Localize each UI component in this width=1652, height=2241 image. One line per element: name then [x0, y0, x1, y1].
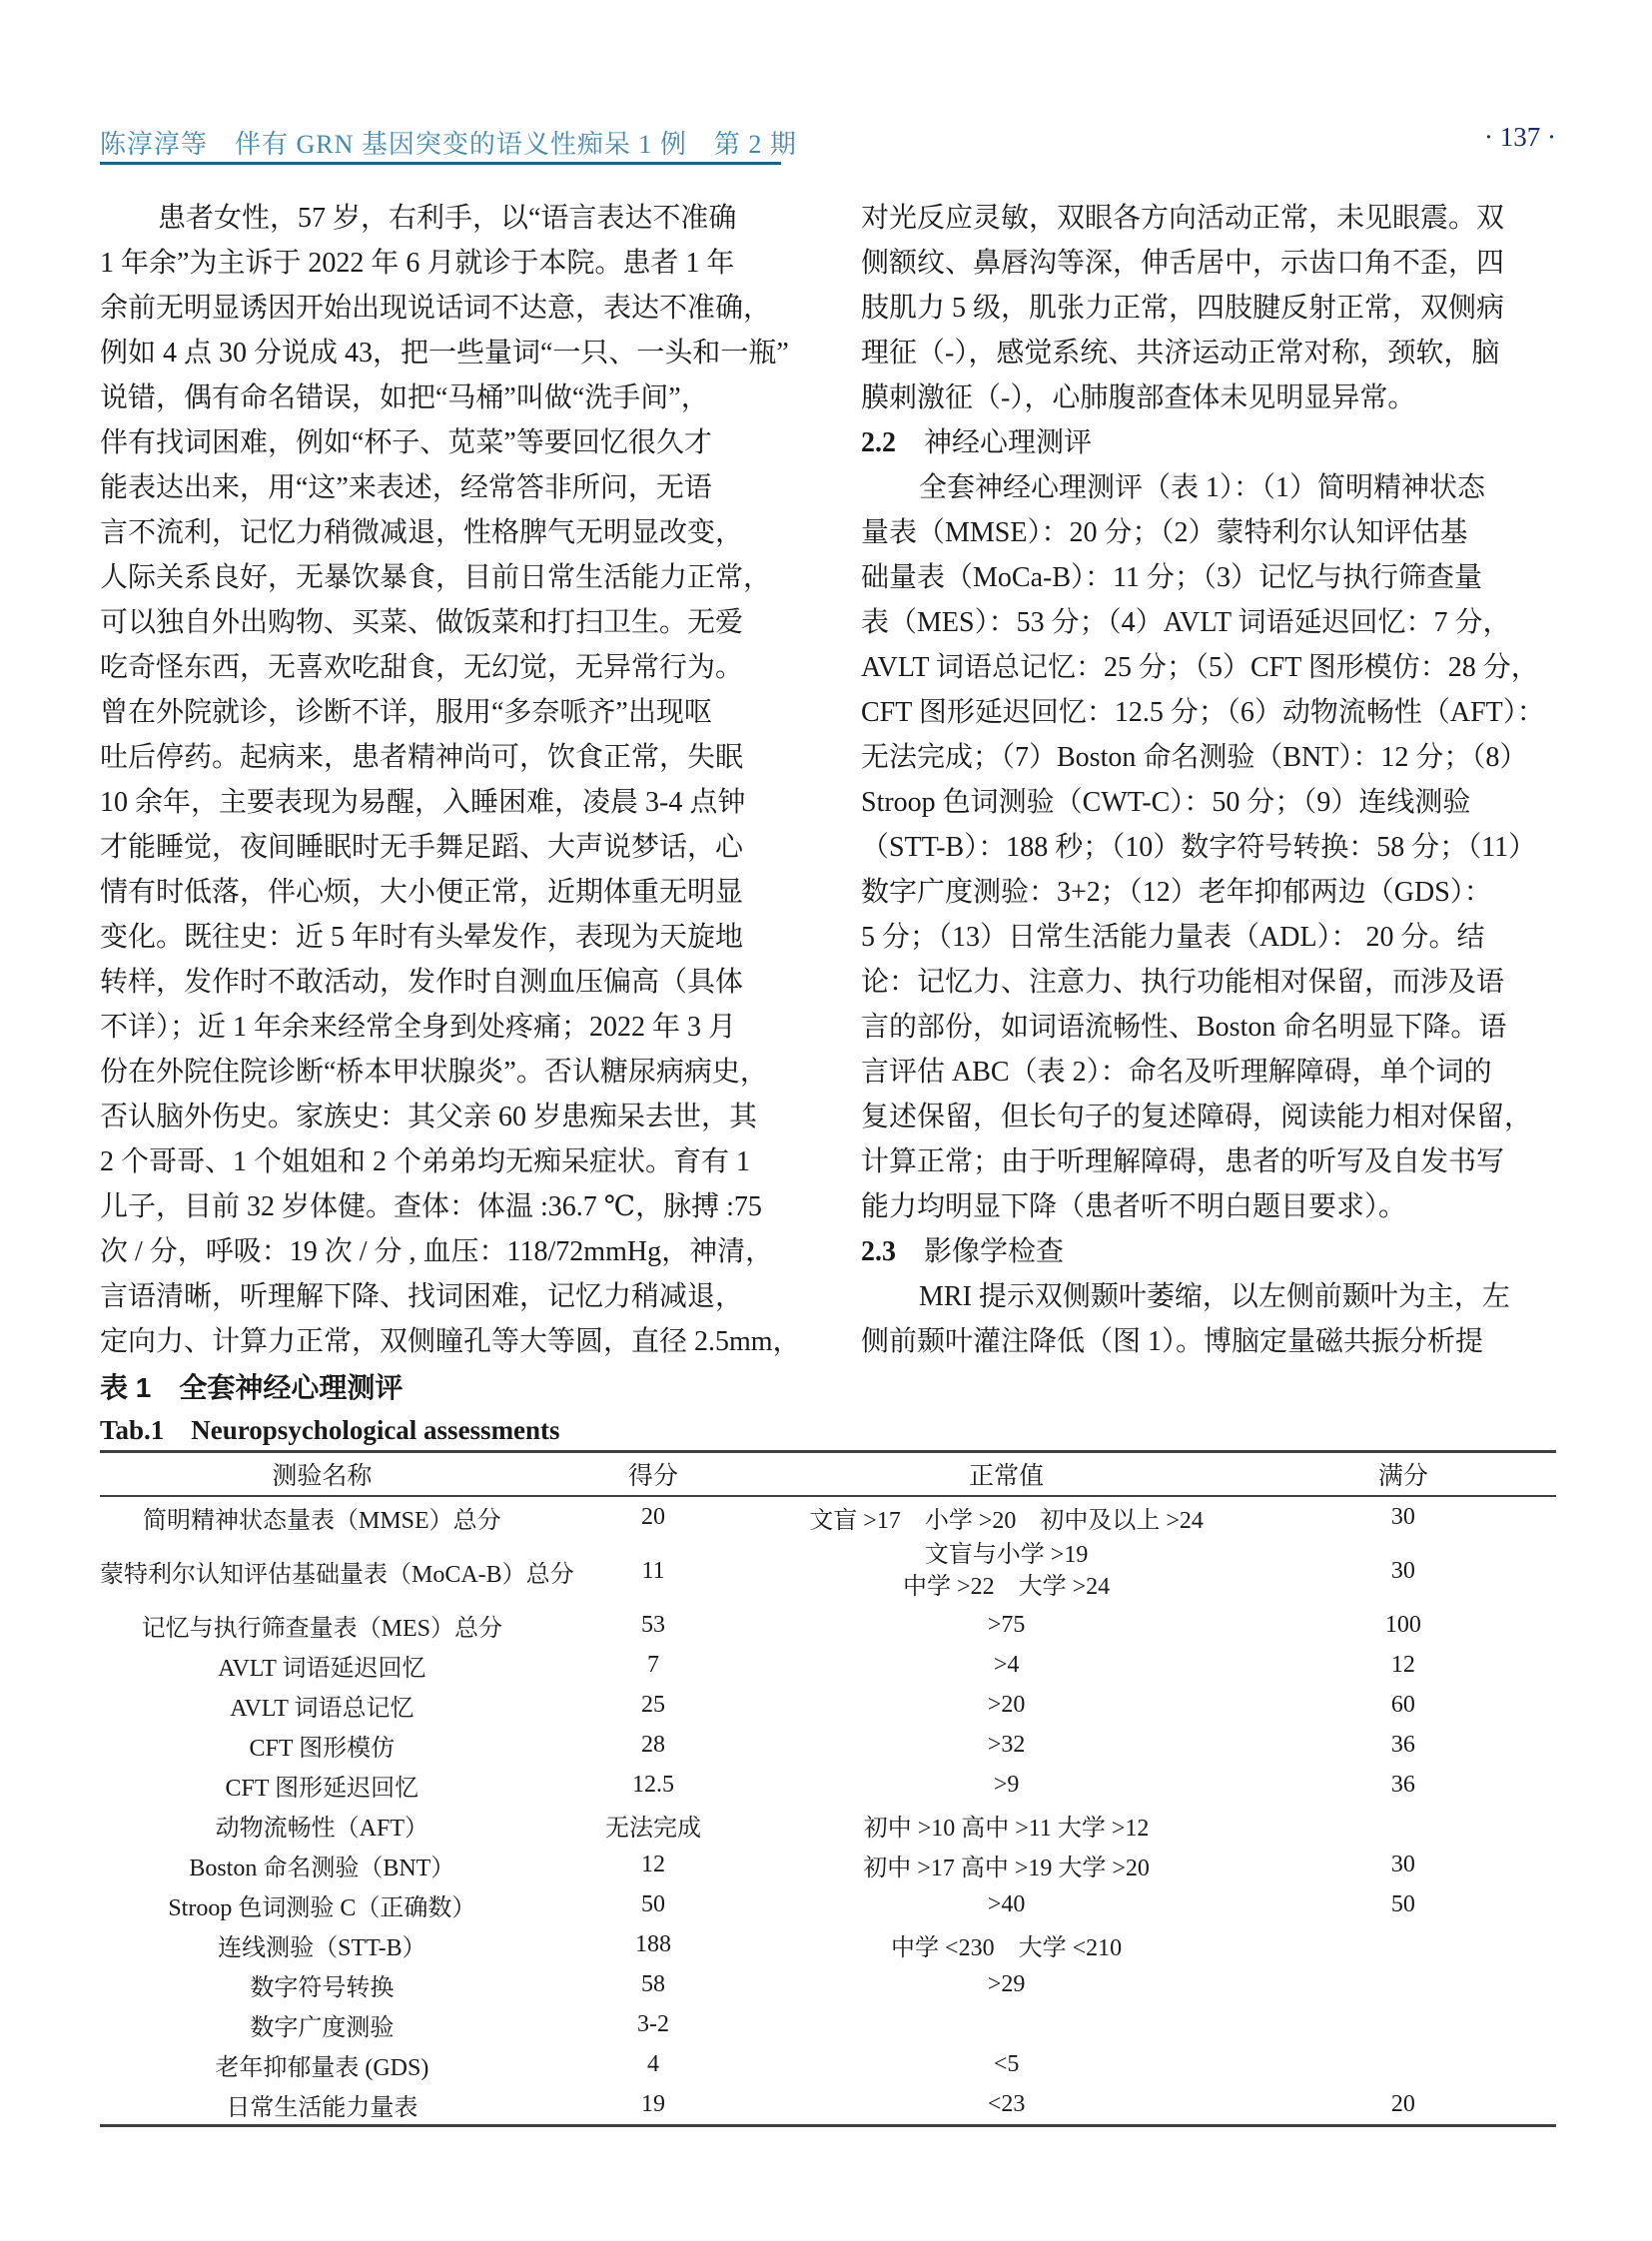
column-header: 满分: [1250, 1452, 1556, 1497]
section-number: 2.3: [861, 1236, 896, 1267]
text-line: 可以独自外出购物、买菜、做饭菜和打扫卫生。无爱: [100, 607, 744, 638]
section-heading: 2.3 影像学检查: [861, 1236, 1065, 1267]
full-score-cell: 30: [1390, 1557, 1415, 1584]
text-line: 吐后停药。起病来，患者精神尚可，饮食正常，失眠: [100, 742, 744, 773]
full-score-cell: [1250, 2044, 1556, 2084]
text-line: CFT 图形延迟回忆：12.5 分；（6）动物流畅性（AFT）：: [861, 697, 1545, 728]
left-text-column: [100, 196, 801, 1364]
section-heading: 2.2 神经心理测评: [861, 427, 1093, 458]
score-cell: 50: [641, 1890, 666, 1917]
normal-value-cell: >9: [993, 1771, 1020, 1798]
normal-value-cell: <23: [987, 2090, 1026, 2117]
table-title-chinese: 表 1 全套神经心理测评: [100, 1372, 404, 1403]
table-header-row: [100, 1452, 1556, 1497]
test-name-cell: 记忆与执行筛查量表（MES）总分: [141, 1615, 503, 1642]
page-number: · 137 ·: [1484, 122, 1556, 152]
full-score-cell: [1250, 1924, 1556, 1964]
table-row: [100, 1685, 1556, 1725]
full-score-cell: [1250, 1805, 1556, 1845]
text-line: 余前无明显诱因开始出现说话词不达意，表达不准确，: [100, 293, 772, 324]
text-line: 量表（MMSE）：20 分；（2）蒙特利尔认知评估基: [861, 517, 1468, 548]
text-line: 患者女性，57 岁，右利手，以“语言表达不准确: [158, 203, 737, 234]
text-line: 侧额纹、鼻唇沟等深，伸舌居中，示齿口角不歪，四: [861, 248, 1505, 279]
text-line: 份在外院住院诊断“桥本甲状腺炎”。否认糖尿病病史，: [100, 1057, 768, 1088]
score-cell: 188: [635, 1930, 672, 1957]
text-line: 侧前颞叶灌注降低（图 1）。博脑定量磁共振分析提: [861, 1326, 1484, 1357]
text-line: 言语清晰，听理解下降、找词困难，记忆力稍减退，: [100, 1281, 744, 1312]
text-line: 人际关系良好，无暴饮暴食，目前日常生活能力正常，: [100, 562, 772, 593]
text-line: 否认脑外伤史。家族史：其父亲 60 岁患痴呆去世，其: [100, 1102, 758, 1132]
right-text-column: [861, 196, 1556, 1364]
text-line: 表（MES）：53 分；（4）AVLT 词语延迟回忆：7 分，: [861, 607, 1511, 638]
text-line: 数字广度测验：3+2；（12）老年抑郁两边（GDS）：: [861, 877, 1492, 908]
score-cell: 25: [641, 1691, 666, 1718]
test-name-cell: 日常生活能力量表: [226, 2094, 418, 2121]
full-score-cell: 20: [1390, 2090, 1415, 2117]
normal-value-cell: [762, 1537, 1249, 1605]
text-line: 曾在外院就诊，诊断不详，服用“多奈哌齐”出现呕: [100, 697, 712, 728]
test-name-cell: CFT 图形模仿: [249, 1735, 396, 1762]
table-row: [100, 2084, 1556, 2126]
table-row: [100, 1765, 1556, 1805]
section-number: 2.2: [861, 427, 896, 458]
column-header: 测验名称: [100, 1452, 544, 1497]
running-title: 陈淳淳等 伴有 GRN 基因突变的语义性痴呆 1 例 第 2 期: [100, 130, 797, 159]
full-score-cell: 60: [1390, 1691, 1415, 1718]
text-line: 10 余年，主要表现为易醒，入睡困难，凌晨 3-4 点钟: [100, 787, 746, 818]
table-row: [100, 1845, 1556, 1884]
text-line: AVLT 词语总记忆：25 分；（5）CFT 图形模仿：28 分，: [861, 652, 1539, 683]
score-cell: 58: [641, 1970, 666, 1997]
table-title-english: Tab.1 Neuropsychological assessments: [100, 1415, 560, 1445]
text-line: 膜刺激征（-），心肺腹部查体未见明显异常。: [861, 382, 1416, 413]
text-line: 例如 4 点 30 分说成 43，把一些量词“一只、一头和一瓶”: [100, 338, 789, 369]
text-line: 能力均明显下降（患者听不明白题目要求）。: [861, 1191, 1407, 1222]
normal-value-cell: >40: [987, 1890, 1026, 1917]
test-name-cell: Stroop 色词测验 C（正确数）: [168, 1894, 476, 1921]
text-line: 儿子，目前 32 岁体健。查体：体温 :36.7 ℃，脉搏 :75: [100, 1191, 762, 1222]
text-line: 计算正常；由于听理解障碍，患者的听写及自发书写: [861, 1146, 1505, 1177]
test-name-cell: CFT 图形延迟回忆: [225, 1775, 419, 1802]
test-name-cell: 连线测验（STT-B）: [218, 1934, 426, 1961]
header-rule: [100, 162, 781, 165]
score-cell: 11: [641, 1557, 665, 1584]
normal-value-cell: 文盲 >17 小学 >20 初中及以上 >24: [809, 1507, 1204, 1534]
text-line: 肢肌力 5 级，肌张力正常，四肢腱反射正常，双侧病: [861, 293, 1505, 324]
text-line: 础量表（MoCa-B）：11 分；（3）记忆与执行筛查量: [861, 562, 1482, 593]
full-score-cell: 30: [1390, 1851, 1415, 1877]
text-line: 全套神经心理测评（表 1）：（1）简明精神状态: [919, 472, 1486, 503]
table-row: [100, 2044, 1556, 2084]
text-line: 言不流利，记忆力稍微减退，性格脾气无明显改变，: [100, 517, 744, 548]
text-line: 伴有找词困难，例如“杯子、苋菜”等要回忆很久才: [100, 427, 712, 458]
full-score-cell: 12: [1390, 1651, 1415, 1678]
text-line: 不详）；近 1 年余来经常全身到处疼痛；2022 年 3 月: [100, 1012, 737, 1043]
normal-value-cell: 初中 >17 高中 >19 大学 >20: [863, 1855, 1150, 1881]
score-cell: 4: [647, 2050, 660, 2077]
score-cell: 无法完成: [605, 1815, 702, 1842]
text-line: 对光反应灵敏，双眼各方向活动正常，未见眼震。双: [861, 203, 1505, 234]
test-name-cell: AVLT 词语延迟回忆: [218, 1655, 426, 1682]
normal-value-cell: 中学 <230 大学 <210: [891, 1934, 1123, 1961]
text-line: 无法完成；（7）Boston 命名测验（BNT）：12 分；（8）: [861, 742, 1528, 773]
text-line: Stroop 色词测验（CWT-C）：50 分；（9）连线测验: [861, 787, 1471, 818]
text-line: 定向力、计算力正常，双侧瞳孔等大等圆，直径 2.5mm，: [100, 1326, 801, 1357]
score-cell: 28: [641, 1731, 666, 1758]
test-name-cell: 动物流畅性（AFT）: [215, 1815, 429, 1842]
test-name-cell: AVLT 词语总记忆: [230, 1695, 414, 1722]
normal-value-cell: >32: [987, 1731, 1026, 1758]
text-line: 论：记忆力、注意力、执行功能相对保留，而涉及语: [861, 967, 1505, 998]
normal-value-line: 中学 >22 大学 >24: [903, 1574, 1111, 1600]
text-line: 言的部份，如词语流畅性、Boston 命名明显下降。语: [861, 1012, 1507, 1043]
text-line: 情有时低落，伴心烦，大小便正常，近期体重无明显: [100, 877, 744, 908]
full-score-cell: [1250, 2004, 1556, 2044]
text-line: 5 分；（13）日常生活能力量表（ADL）： 20 分。结: [861, 922, 1485, 953]
normal-value-cell: >29: [987, 1970, 1026, 1997]
full-score-cell: 36: [1390, 1731, 1415, 1758]
column-header: 得分: [544, 1452, 763, 1497]
text-line: 说错，偶有命名错误，如把“马桶”叫做“洗手间”，: [100, 382, 709, 413]
score-cell: 12.5: [632, 1771, 675, 1798]
score-cell: 3-2: [637, 2010, 670, 2037]
full-score-cell: [1250, 1964, 1556, 2004]
test-name-cell: 数字广度测验: [250, 2014, 395, 2041]
table-row: [100, 1725, 1556, 1765]
text-line: 吃奇怪东西，无喜欢吃甜食，无幻觉，无异常行为。: [100, 652, 744, 683]
normal-value-cell: >75: [987, 1611, 1026, 1638]
table-row: [100, 1496, 1556, 1537]
column-header: 正常值: [762, 1452, 1249, 1497]
neuropsychological-assessments-table: [100, 1450, 1556, 2127]
text-line: MRI 提示双侧颞叶萎缩，以左侧前颞叶为主，左: [919, 1281, 1510, 1312]
score-cell: 53: [641, 1611, 666, 1638]
table-row: [100, 1964, 1556, 2004]
normal-value-cell: 初中 >10 高中 >11 大学 >12: [863, 1815, 1150, 1842]
full-score-cell: 100: [1384, 1611, 1421, 1638]
score-cell: 7: [647, 1651, 660, 1678]
test-name-cell: 老年抑郁量表 (GDS): [215, 2054, 429, 2081]
text-line: 言评估 ABC（表 2）：命名及听理解障碍，单个词的: [861, 1057, 1492, 1088]
normal-value-cell: >4: [993, 1651, 1020, 1678]
score-cell: 20: [641, 1503, 666, 1530]
score-cell: 12: [641, 1851, 666, 1877]
full-score-cell: 36: [1390, 1771, 1415, 1798]
test-name-cell: 数字符号转换: [250, 1974, 395, 2001]
text-line: 复述保留，但长句子的复述障碍，阅读能力相对保留，: [861, 1102, 1533, 1132]
text-line: 转样，发作时不敢活动，发作时自测血压偏高（具体: [100, 967, 744, 998]
full-score-cell: 50: [1390, 1890, 1415, 1917]
table-row: [100, 1924, 1556, 1964]
normal-value-cell: [762, 2004, 1249, 2044]
test-name-cell: Boston 命名测验（BNT）: [189, 1855, 455, 1881]
text-line: 次 / 分，呼吸：19 次 / 分 , 血压：118/72mmHg，神清，: [100, 1236, 774, 1267]
normal-value-line: 文盲与小学 >19: [924, 1542, 1089, 1568]
score-cell: 19: [641, 2090, 666, 2117]
table-row: [100, 1884, 1556, 1924]
text-line: 1 年余”为主诉于 2022 年 6 月就诊于本院。患者 1 年: [100, 248, 735, 279]
text-line: 理征（-），感觉系统、共济运动正常对称，颈软，脑: [861, 338, 1500, 369]
table-row: [100, 2004, 1556, 2044]
text-line: 能表达出来，用“这”来表述，经常答非所问，无语: [100, 472, 712, 503]
test-name-cell: 蒙特利尔认知评估基础量表（MoCA-B）总分: [100, 1561, 574, 1588]
text-line: 2 个哥哥、1 个姐姐和 2 个弟弟均无痴呆症状。育有 1: [100, 1146, 751, 1177]
table-row: [100, 1805, 1556, 1845]
table-row: [100, 1605, 1556, 1645]
normal-value-cell: >20: [987, 1691, 1026, 1718]
table-row: [100, 1645, 1556, 1685]
table-row: [100, 1537, 1556, 1605]
text-line: （STT-B）：188 秒；（10）数字符号转换：58 分；（11）: [861, 832, 1537, 863]
test-name-cell: 简明精神状态量表（MMSE）总分: [143, 1507, 501, 1534]
text-line: 变化。既往史：近 5 年时有头晕发作，表现为天旋地: [100, 922, 744, 953]
full-score-cell: 30: [1390, 1503, 1415, 1530]
text-line: 才能睡觉，夜间睡眠时无手舞足蹈、大声说梦话，心: [100, 832, 744, 863]
normal-value-cell: <5: [993, 2050, 1020, 2077]
